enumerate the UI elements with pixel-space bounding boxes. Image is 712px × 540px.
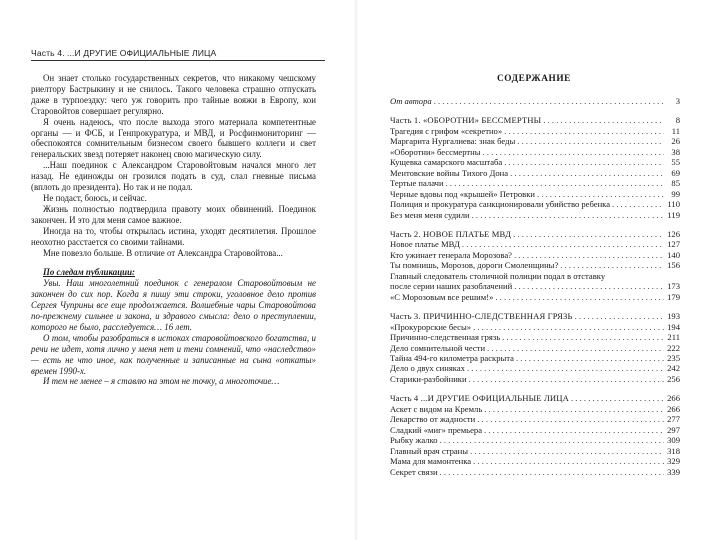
publication-heading: По следам публикации: (43, 267, 135, 278)
toc-entry-title: Причинно-следственная грязь (390, 332, 501, 343)
toc-dot-leader (487, 343, 664, 353)
toc-dot-leader (495, 292, 664, 302)
toc-entry[interactable] (390, 404, 680, 414)
toc-gap (390, 106, 680, 115)
paragraph: Не подаст, боюсь, и сейчас. (43, 192, 147, 203)
toc-entry[interactable] (390, 210, 680, 220)
toc-entry-title: Главный следователь столичной полиции подал в отставку (390, 270, 606, 281)
toc-page-number: 179 (667, 291, 680, 302)
toc-entry[interactable] (390, 250, 680, 260)
toc-page-number: 173 (667, 281, 680, 292)
toc-dot-leader (516, 353, 664, 363)
toc-dot-leader (470, 446, 664, 456)
toc-dot-leader (472, 210, 664, 220)
toc-dot-leader (484, 425, 664, 435)
toc-entry[interactable] (390, 168, 680, 178)
toc-entry[interactable] (390, 126, 680, 136)
toc-gap (390, 220, 680, 229)
toc-entry[interactable] (390, 178, 680, 188)
running-head: Часть 4. ...И ДРУГИЕ ОФИЦИАЛЬНЫЕ ЛИЦА (31, 48, 217, 58)
publication-paragraph: О том, чтобы разобраться в истоках старовойтовского богатства, и речи не идет, хотя лично у меня нет и тени сомнений, что «наследство» — есть не что иное, как полученные и записанные на сына «откаты» времен 1990-х. (31, 332, 316, 376)
toc-entry-title: Часть 2. НОВОЕ ПЛАТЬЕ МВД (390, 228, 512, 239)
toc-entry[interactable] (390, 446, 680, 456)
paragraph: ...Наш поединок с Александром Старовойтовым начался много лет назад. Не единожды он грозился подать в суд, слал гневные письма (вплоть до президента). Но так и не подал. (31, 160, 316, 193)
toc-dot-leader (575, 311, 664, 321)
toc-dot-leader (483, 147, 664, 157)
toc-entry-title: Трагедия с грифом «секретно» (390, 125, 503, 136)
toc-entry[interactable] (390, 425, 680, 435)
toc-page-number: 38 (671, 146, 680, 157)
toc-entry-title: От автора (390, 96, 432, 106)
toc-dot-leader (517, 136, 664, 146)
toc-entry-title: Маргарита Нургалиева: знак беды (390, 136, 516, 147)
toc-part-entry[interactable] (390, 115, 680, 125)
toc-page-number: 235 (667, 352, 680, 363)
toc-dot-leader (467, 363, 664, 373)
toc-entry[interactable] (390, 136, 680, 146)
toc-entry-title: Аскет с видом на Кремль (390, 403, 483, 414)
toc-dot-leader (504, 157, 664, 167)
toc-title: СОДЕРЖАНИЕ (496, 74, 571, 84)
toc-part-entry[interactable] (390, 311, 680, 321)
toc-page-number: 318 (667, 445, 680, 456)
toc-part-entry[interactable] (390, 393, 680, 403)
toc-dot-leader (440, 467, 664, 477)
toc-page-number: 140 (667, 249, 680, 260)
toc-entry-title: Рыбку жалко (390, 435, 438, 446)
toc-dot-leader (484, 404, 664, 414)
toc-entry[interactable] (390, 239, 680, 249)
toc-page-number: 55 (671, 157, 680, 168)
toc-entry-title: Тайна 494-го километра раскрыта (390, 352, 514, 363)
table-of-contents (390, 96, 680, 477)
toc-dot-leader (513, 229, 664, 239)
toc-entry-title: Дело о двух синяках (390, 363, 465, 374)
toc-dot-leader (469, 374, 664, 384)
publication-paragraph: Увы. Наш многолетний поединок с генералом Старовойтовым не закончен до сих пор. Когда я пишу эти строки, уголовное дело против Сергея Чуприны все еще продолжается. Волшебные чары Старовойтова по-прежнему сильнее и закона, и здравого смысла: дело о преступлении, которого не было, расследуется… 16 лет. (31, 278, 316, 332)
toc-dot-leader (462, 239, 664, 249)
toc-part-entry[interactable] (390, 229, 680, 239)
toc-entry-title: Мама для мамонтенка (390, 456, 472, 467)
right-page (356, 0, 712, 540)
toc-page-number: 339 (667, 466, 680, 477)
toc-gap (390, 302, 680, 311)
toc-page-number: 3 (675, 96, 680, 106)
toc-entry[interactable] (390, 96, 680, 106)
toc-page-number: 211 (667, 332, 680, 343)
toc-page-number: 126 (667, 228, 680, 239)
toc-entry-title: Лекарство от жадности (390, 414, 476, 425)
toc-page-number: 85 (671, 178, 680, 189)
toc-page-number: 277 (667, 414, 680, 425)
toc-entry-title: Часть 3. ПРИЧИННО-СЛЕДСТВЕННАЯ ГРЯЗЬ (390, 311, 573, 322)
toc-page-number: 69 (671, 167, 680, 178)
toc-entry-title: Черные вдовы под «крышей» Петровки (390, 188, 536, 199)
toc-page-number: 256 (667, 373, 680, 384)
toc-dot-leader (537, 189, 664, 199)
toc-dot-leader (571, 393, 664, 403)
toc-entry[interactable] (390, 322, 680, 332)
toc-entry-title: Часть 1. «ОБОРОТНИ» БЕССМЕРТНЫ (390, 115, 542, 126)
toc-entry-title: Кто ужинает генерала Морозова? (390, 249, 512, 260)
toc-dot-leader (473, 456, 664, 466)
toc-dot-leader (504, 126, 664, 136)
toc-entry-title: Секрет связи (390, 466, 438, 477)
toc-page-number: 222 (667, 342, 680, 353)
paragraph: Жизнь полностью подтвердила правоту моих обвинений. Поединок закончен. И это для меня самое важное. (31, 203, 316, 225)
toc-dot-leader (612, 199, 664, 209)
toc-dot-leader (510, 168, 664, 178)
body-text (31, 73, 316, 387)
toc-dot-leader (514, 250, 664, 260)
header-rule (31, 60, 325, 61)
toc-entry[interactable] (390, 199, 680, 209)
toc-dot-leader (502, 332, 664, 342)
toc-dot-leader (440, 435, 664, 445)
toc-page-number: 194 (667, 321, 680, 332)
toc-entry-title: Часть 4 ...И ДРУГИЕ ОФИЦИАЛЬНЫЕ ЛИЦА (390, 393, 569, 404)
toc-entry-title: «Оборотни» бессмертны (390, 146, 481, 157)
toc-entry[interactable] (390, 343, 680, 353)
toc-page-number: 193 (667, 311, 680, 322)
toc-page-number: 119 (667, 209, 680, 220)
toc-entry-title: после серии наших разоблачений (390, 281, 513, 292)
toc-page-number: 8 (675, 115, 680, 126)
toc-page-number: 329 (667, 456, 680, 467)
toc-entry-title: Тертые палачи (390, 178, 444, 189)
toc-dot-leader (543, 115, 664, 125)
toc-entry-title: Полиция и прокуратура санкционировали убийство ребенка (390, 199, 611, 210)
toc-gap (390, 384, 680, 393)
toc-entry[interactable] (390, 332, 680, 342)
toc-entry-title: Сладкий «миг» премьера (390, 424, 483, 435)
toc-dot-leader (434, 96, 664, 106)
toc-entry-title: Без меня меня судили (390, 209, 470, 220)
toc-entry[interactable] (390, 353, 680, 363)
toc-entry[interactable] (390, 414, 680, 424)
toc-entry[interactable] (390, 456, 680, 466)
toc-entry-title: Новое платье МВД (390, 239, 460, 250)
toc-page-number: 11 (671, 125, 680, 136)
publication-text (31, 278, 316, 387)
toc-entry[interactable] (390, 260, 680, 270)
toc-entry[interactable] (390, 147, 680, 157)
toc-entry[interactable] (390, 292, 680, 302)
toc-entry[interactable] (390, 189, 680, 199)
toc-dot-leader (477, 414, 664, 424)
toc-page-number: 26 (671, 136, 680, 147)
toc-entry-title: Кущевка самарского масштаба (390, 157, 503, 168)
toc-entry[interactable] (390, 157, 680, 167)
toc-entry[interactable] (390, 435, 680, 445)
toc-entry-title: «С Морозовым все решим!» (390, 291, 494, 302)
toc-page-number: 156 (667, 260, 680, 271)
toc-page-number: 266 (667, 393, 680, 404)
toc-dot-leader (446, 178, 664, 188)
toc-dot-leader (514, 281, 664, 291)
toc-page-number: 242 (667, 363, 680, 374)
toc-page-number: 110 (667, 199, 680, 210)
toc-page-number: 99 (671, 188, 680, 199)
toc-entry-title: Ты помнишь, Морозов, дороги Смоленщины? (390, 260, 559, 271)
toc-dot-leader (473, 322, 664, 332)
toc-dot-leader (560, 260, 664, 270)
toc-entry-title: Ментовские войны Тихого Дона (390, 167, 509, 178)
toc-entry[interactable] (390, 467, 680, 477)
toc-entry[interactable] (390, 363, 680, 373)
toc-entry-title: Старики-разбойники (390, 373, 467, 384)
paragraph: Иногда на то, чтобы открылась истина, уходят десятилетия. Прошлое неохотно расстается со своими тайнами. (31, 225, 316, 247)
toc-entry[interactable] (390, 271, 680, 281)
paragraph: Он знает столько государственных секретов, что никакому чешскому риелтору Бастрыкину и не снилось. Такого человека страшно отпускать даже в турпоездку: чего уж говорить про тайные вояжи в Европу, кои Старовойтов совершает регулярно. (31, 73, 316, 116)
paragraph: Я очень надеюсь, что после выхода этого материала компетентные органы — и ФСБ, и Генпрокуратура, и МВД, и Росфинмониторинг — обеспокоятся сомнительным бизнесом своего бывшего коллеги и свет генеральских звезд потеряет наконец свою магическую силу. (31, 116, 316, 160)
toc-entry-title: Главный врач страны (390, 445, 469, 456)
toc-page-number: 266 (667, 403, 680, 414)
toc-entry[interactable] (390, 374, 680, 384)
toc-page-number: 297 (667, 424, 680, 435)
toc-entry[interactable] (390, 281, 680, 291)
paragraph: Мне повезло больше. В отличие от Александра Старовойтова... (43, 247, 283, 258)
toc-page-number: 127 (667, 239, 680, 250)
toc-entry-title: Дело сомнительной чести (390, 342, 486, 353)
publication-paragraph: И тем не менее – я ставлю на этом не точку, а многоточие… (43, 376, 280, 387)
toc-page-number: 309 (667, 435, 680, 446)
toc-entry-title: «Прокурорские бесы» (390, 321, 472, 332)
